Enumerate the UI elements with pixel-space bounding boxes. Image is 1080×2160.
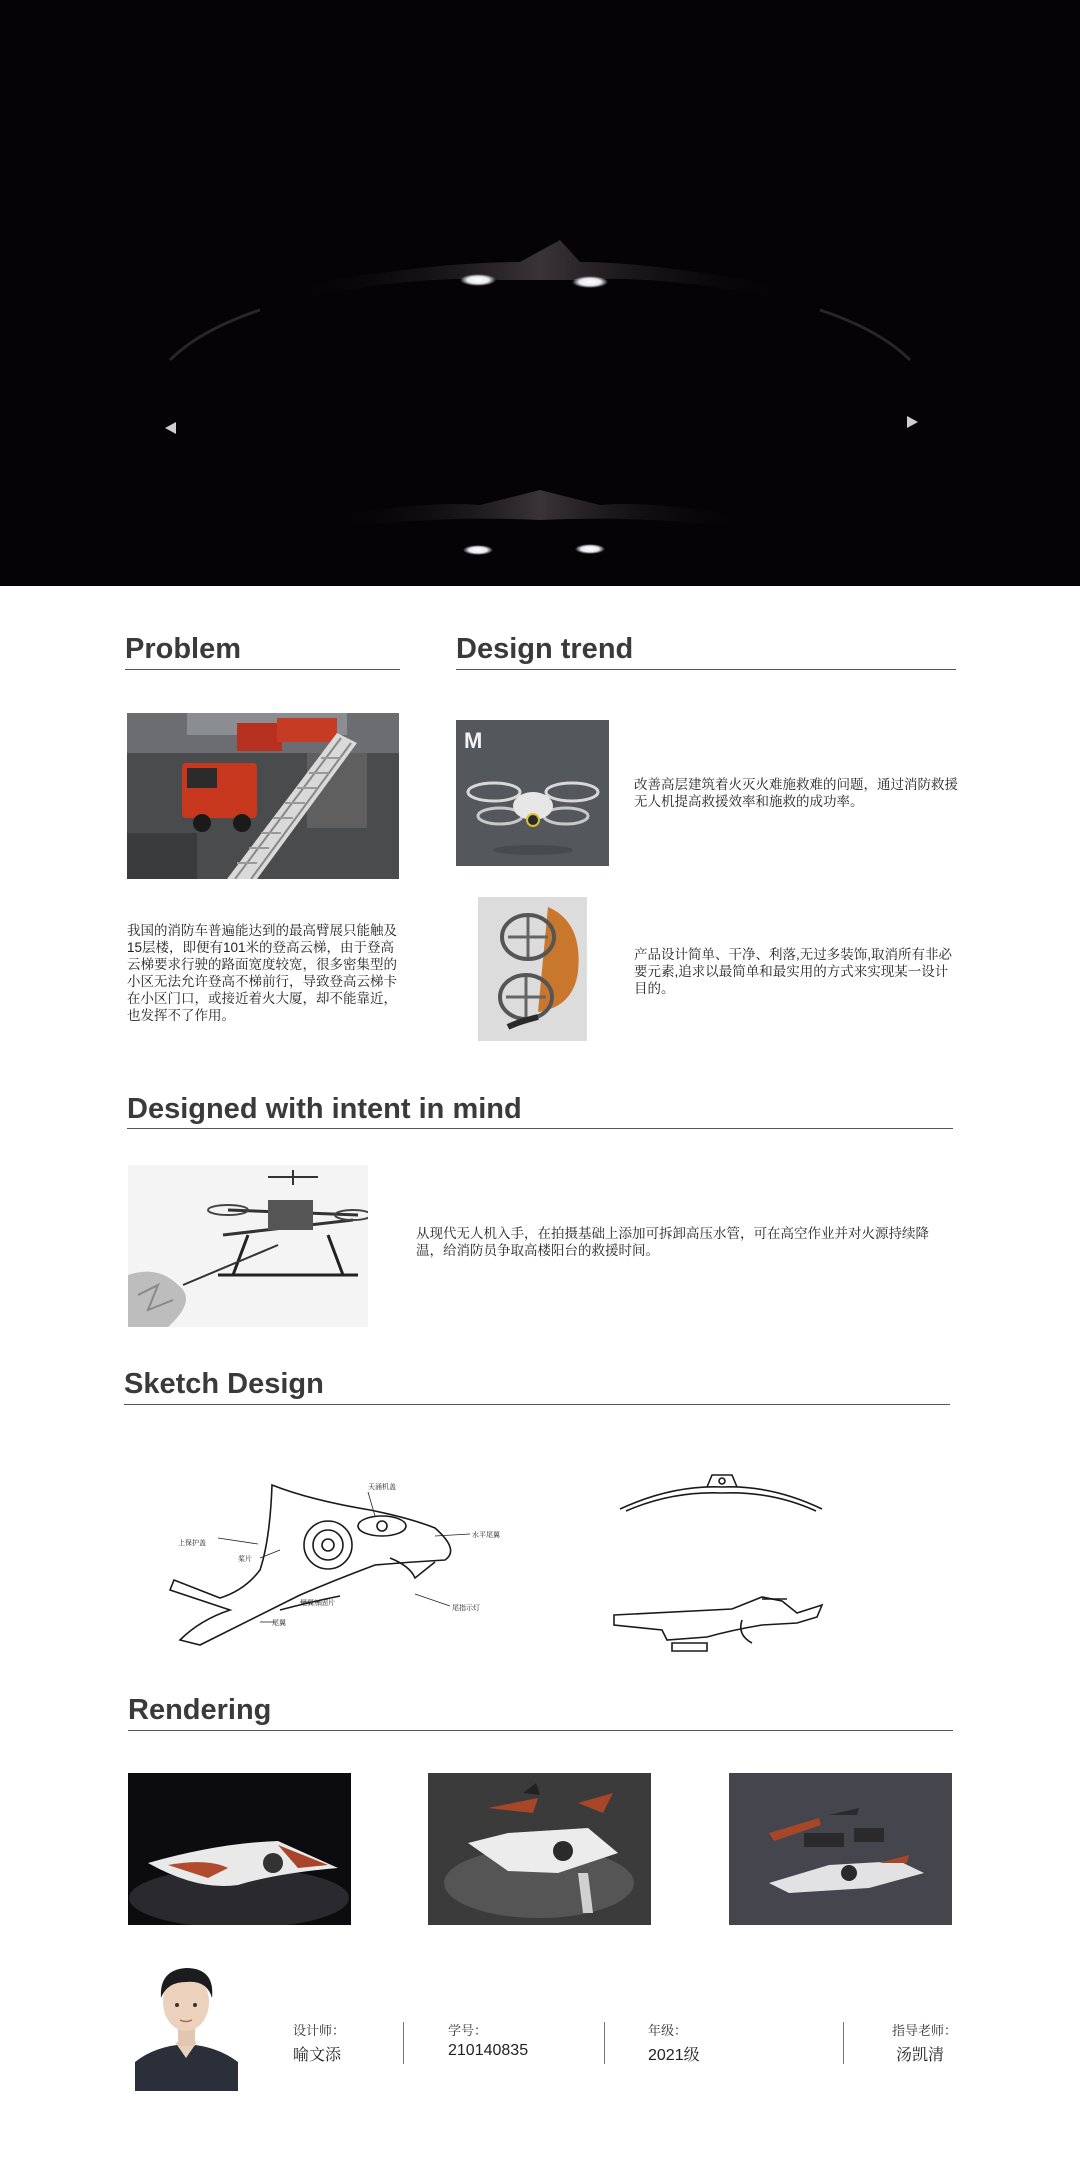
designer-name: 喻文添 — [293, 2047, 342, 2064]
rendering-image-3 — [729, 1773, 952, 1925]
callout-label: 天涌机盖 — [368, 1484, 396, 1491]
callout-label: 尾翼加固片 — [300, 1600, 335, 1607]
sketch-front-view — [612, 1465, 832, 1515]
drone-product-photo — [456, 720, 609, 866]
callout-label: 尾翼 — [272, 1620, 286, 1627]
footer-divider — [843, 2022, 844, 2064]
problem-text: 我国的消防车普遍能达到的最高臂展只能触及15层楼，即便有101米的登高云梯，由于登高云梯要求行驶的路面宽度较宽，很多密集型的小区无法允许登高不梯前行，导致登高云梯卡在小区门口，或接近着火大厦，却不能靠近，也发挥不了作用。 — [127, 923, 397, 1023]
sketch-heading: Sketch Design — [124, 1368, 324, 1400]
student-id: 210140835 — [448, 2042, 529, 2059]
intent-rule — [127, 1128, 953, 1129]
hero-drone-silhouette — [0, 0, 1080, 586]
rendering-heading: Rendering — [128, 1694, 272, 1726]
callout-label: 尾指示灯 — [452, 1605, 480, 1612]
advisor-label: 指导老师： — [892, 2023, 958, 2038]
callout-label: 桨片 — [238, 1556, 252, 1563]
design-trend-rule — [456, 669, 956, 670]
problem-rule — [125, 669, 400, 670]
trend-logo: M — [464, 728, 483, 753]
designer-label: 设计师： — [293, 2023, 346, 2038]
sketch-main-view — [160, 1470, 520, 1660]
callout-label: 水平尾翼 — [472, 1532, 500, 1539]
fire-truck-photo — [127, 713, 399, 879]
rotor-detail-photo — [478, 897, 587, 1041]
footer-divider — [604, 2022, 605, 2064]
grade-label: 年级： — [648, 2023, 688, 2038]
footer-divider — [403, 2022, 404, 2064]
grade: 2021级 — [648, 2047, 700, 2064]
design-trend-text-1: 改善高层建筑着火灭火难施救难的问题，通过消防救援无人机提高救援效率和施救的成功率。 — [634, 777, 958, 809]
rendering-rule — [128, 1730, 953, 1731]
intent-text: 从现代无人机入手，在拍摄基础上添加可拆卸高压水管，可在高空作业并对火源持续降温，给消防员争取高楼阳台的救援时间。 — [416, 1226, 929, 1258]
problem-heading: Problem — [125, 633, 242, 665]
callout-label: 上保护盖 — [178, 1540, 206, 1547]
intent-sketch-image — [128, 1165, 368, 1327]
hero-banner — [0, 0, 1080, 586]
intent-heading: Designed with intent in mind — [127, 1093, 522, 1125]
sketch-rule — [124, 1404, 950, 1405]
designer-portrait — [135, 1950, 238, 2091]
sketch-side-view — [612, 1585, 832, 1655]
advisor-name: 汤凯清 — [896, 2047, 945, 2064]
student-id-label: 学号： — [448, 2023, 488, 2038]
rendering-image-1 — [128, 1773, 351, 1925]
design-trend-text-2: 产品设计简单、干净、利落,无过多装饰,取消所有非必要元素,追求以最简单和最实用的方式来实现某一设计目的。 — [634, 947, 953, 996]
design-trend-heading: Design trend — [456, 633, 634, 665]
rendering-image-2 — [428, 1773, 651, 1925]
